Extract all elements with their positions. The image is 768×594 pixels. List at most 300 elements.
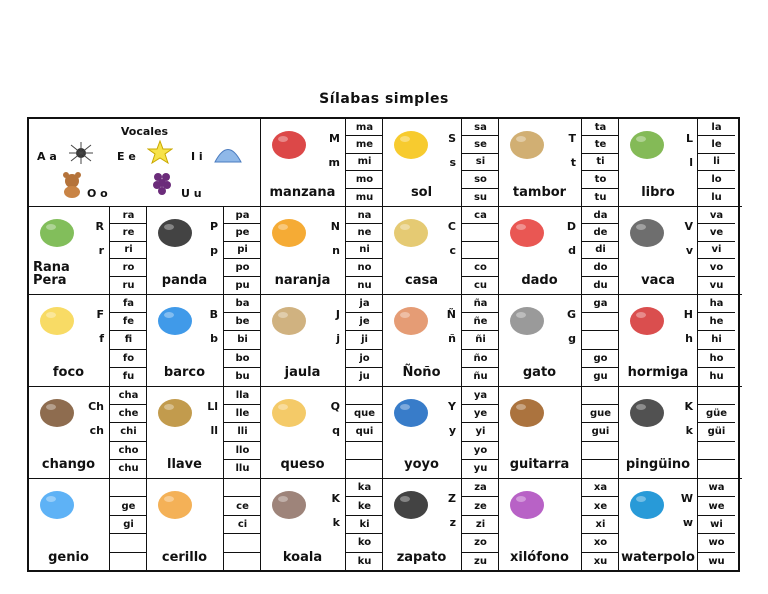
syllable: tu	[594, 191, 607, 203]
card-word: cerillo	[161, 550, 208, 565]
syllable: cu	[473, 279, 488, 291]
card-word: hormiga	[627, 365, 689, 380]
syllable: ce	[224, 497, 261, 515]
card-word: chango	[41, 457, 96, 472]
apple-icon	[267, 125, 311, 163]
syllable: güi	[698, 423, 735, 441]
syllable: di	[582, 242, 619, 259]
syllable: so	[462, 171, 499, 188]
syllable: bi	[224, 331, 261, 349]
syllable: re	[110, 224, 147, 241]
syllable: yu	[473, 463, 488, 475]
syllable: zo	[462, 534, 499, 552]
uppercase-letter: W	[680, 492, 693, 505]
syllable	[110, 534, 147, 552]
card-word: jaula	[284, 365, 321, 380]
syllable: gu	[593, 371, 608, 383]
lowercase-letter: p	[210, 244, 218, 257]
lowercase-letter: t	[570, 156, 576, 169]
syllable: ze	[462, 497, 499, 515]
card-word: tambor	[512, 185, 567, 200]
syllable	[698, 442, 735, 460]
lowercase-letter: ch	[89, 424, 104, 437]
syllable-column	[697, 119, 735, 207]
uppercase-letter: Ñ	[446, 308, 456, 321]
card-cage	[261, 295, 383, 387]
card-drum	[499, 119, 619, 207]
boy-icon	[389, 301, 433, 339]
uppercase-letter: C	[447, 220, 456, 233]
vowel-i: I i	[191, 150, 203, 163]
syllable: chu	[118, 463, 139, 475]
vowel-e: E e	[117, 150, 136, 163]
uppercase-letter: F	[96, 308, 104, 321]
lowercase-letter: k	[332, 516, 340, 529]
uppercase-letter: V	[684, 220, 693, 233]
syllable-column	[697, 295, 735, 387]
syllable	[582, 313, 619, 331]
syllable: vu	[709, 279, 724, 291]
syllable: che	[110, 405, 147, 423]
syllable	[582, 331, 619, 349]
syllable: ro	[110, 259, 147, 276]
syllable: ne	[346, 224, 383, 241]
card-word: manzana	[269, 185, 336, 200]
lowercase-letter: j	[336, 332, 340, 345]
syllable: hi	[698, 331, 735, 349]
syllable	[346, 442, 383, 460]
cow-icon	[625, 213, 669, 251]
vowel-u: U u	[181, 187, 202, 200]
syllable: li	[698, 154, 735, 171]
syllable: ke	[346, 497, 383, 515]
syllable	[110, 479, 147, 497]
syllable: hu	[709, 371, 724, 383]
syllable	[698, 387, 735, 405]
syllable: ja	[346, 295, 383, 313]
syllable: ji	[346, 331, 383, 349]
card-apple	[261, 119, 383, 207]
lowercase-letter: n	[332, 244, 340, 257]
card-koala	[261, 479, 383, 572]
uppercase-letter: S	[448, 132, 456, 145]
syllable: su	[473, 191, 488, 203]
syllable: ki	[346, 516, 383, 534]
syllable: mu	[355, 191, 374, 203]
uppercase-letter: P	[209, 220, 218, 233]
card-word: pingüino	[625, 457, 691, 472]
syllable-column	[345, 387, 383, 479]
card-word: barco	[163, 365, 206, 380]
card-cheese	[261, 387, 383, 479]
lowercase-letter: s	[449, 156, 456, 169]
card-yoyo	[383, 387, 499, 479]
syllable-table	[27, 117, 740, 572]
book-icon	[625, 125, 669, 163]
syllable	[462, 224, 499, 241]
lowercase-letter: c	[449, 244, 456, 257]
syllable: mo	[346, 171, 383, 188]
uppercase-letter: J	[335, 308, 340, 321]
syllable: que	[346, 405, 383, 423]
card-genie	[29, 479, 147, 572]
syllable: lli	[224, 423, 261, 441]
syllable: mi	[346, 154, 383, 171]
card-word: gato	[522, 365, 557, 380]
page-title: Sílabas simples	[319, 91, 449, 107]
syllable: nu	[357, 279, 372, 291]
uppercase-letter: H	[683, 308, 693, 321]
syllable: ru	[122, 279, 135, 291]
uppercase-letter: D	[566, 220, 576, 233]
syllable: wa	[698, 479, 735, 497]
syllable	[224, 553, 261, 571]
lowercase-letter: y	[448, 424, 456, 437]
card-cow	[619, 207, 742, 295]
syllable: lla	[224, 387, 261, 405]
card-word: casa	[405, 273, 438, 288]
syllable: be	[224, 313, 261, 331]
lowercase-letter: w	[682, 516, 693, 529]
syllable: xi	[582, 516, 619, 534]
syllable: lu	[711, 191, 722, 203]
syllable: fi	[110, 331, 147, 349]
syllable-column	[109, 479, 147, 572]
syllable: vo	[698, 259, 735, 276]
dice-icon	[505, 213, 549, 251]
syllable-column	[581, 479, 619, 572]
syllable: ba	[224, 295, 261, 313]
card-waterpolo	[619, 479, 742, 572]
uppercase-letter: Q	[330, 400, 340, 413]
uppercase-letter: K	[684, 400, 693, 413]
syllable: pu	[235, 279, 250, 291]
syllable	[582, 442, 619, 460]
syllable: ye	[462, 405, 499, 423]
syllable: fe	[110, 313, 147, 331]
star-icon	[147, 140, 173, 164]
syllable: ma	[346, 119, 383, 136]
syllable: wi	[698, 516, 735, 534]
card-book	[619, 119, 742, 207]
card-orange	[261, 207, 383, 295]
sun-icon	[389, 125, 433, 163]
igloo-icon	[213, 143, 243, 163]
syllable: güe	[698, 405, 735, 423]
syllable: va	[698, 207, 735, 224]
card-penguin	[619, 387, 742, 479]
syllable-column	[345, 207, 383, 295]
syllable: pa	[224, 207, 261, 224]
uppercase-letter: Ll	[207, 400, 218, 413]
syllable	[582, 460, 619, 478]
uppercase-letter: K	[331, 492, 340, 505]
syllable: we	[698, 497, 735, 515]
syllable: ño	[462, 350, 499, 368]
syllable-column	[345, 479, 383, 572]
lowercase-letter: f	[99, 332, 104, 345]
syllable-column	[109, 295, 147, 387]
syllable-column	[697, 387, 735, 479]
genie-icon	[35, 485, 79, 523]
lightbulb-icon	[35, 301, 79, 339]
syllable: me	[346, 136, 383, 153]
cat-icon	[505, 301, 549, 339]
syllable	[346, 387, 383, 405]
syllable: wu	[708, 556, 725, 568]
lowercase-letter: z	[449, 516, 456, 529]
syllable: ka	[346, 479, 383, 497]
cheese-icon	[267, 393, 311, 431]
card-word: queso	[280, 457, 325, 472]
syllable	[224, 534, 261, 552]
syllable: ge	[110, 497, 147, 515]
uppercase-letter: Y	[448, 400, 456, 413]
card-house	[383, 207, 499, 295]
uppercase-letter: L	[685, 132, 693, 145]
syllable: chi	[110, 423, 147, 441]
card-word: sol	[410, 185, 433, 200]
grapes-icon	[151, 169, 173, 199]
card-shoe	[383, 479, 499, 572]
card-ant	[619, 295, 742, 387]
syllable: pi	[224, 242, 261, 259]
lowercase-letter: h	[685, 332, 693, 345]
syllable: se	[462, 136, 499, 153]
card-word: libro	[641, 185, 675, 200]
syllable: ñe	[462, 313, 499, 331]
syllable-column	[697, 207, 735, 295]
syllable: ti	[582, 154, 619, 171]
card-word: yoyo	[404, 457, 439, 472]
card-ship	[147, 295, 261, 387]
syllable	[698, 460, 735, 478]
lowercase-letter: m	[328, 156, 340, 169]
syllable: da	[582, 207, 619, 224]
uppercase-letter: Ch	[88, 400, 104, 413]
syllable: fo	[110, 350, 147, 368]
syllable-column	[223, 207, 261, 295]
card-key	[147, 387, 261, 479]
card-word: naranja	[274, 273, 331, 288]
lowercase-letter: b	[210, 332, 218, 345]
syllable: je	[346, 313, 383, 331]
syllable: go	[582, 350, 619, 368]
card-panda	[147, 207, 261, 295]
uppercase-letter: B	[209, 308, 218, 321]
yoyo-icon	[389, 393, 433, 431]
house-icon	[389, 213, 433, 251]
syllable-column	[581, 295, 619, 387]
vowels-heading: Vocales	[120, 125, 169, 138]
syllable	[582, 387, 619, 405]
card-word: vaca	[641, 273, 675, 288]
syllable-column	[461, 387, 499, 479]
syllable: fu	[122, 371, 135, 383]
syllable: ve	[698, 224, 735, 241]
card-word: dado	[521, 273, 558, 288]
syllable: lle	[224, 405, 261, 423]
syllable-column	[109, 387, 147, 479]
syllable-column	[581, 387, 619, 479]
card-dice	[499, 207, 619, 295]
vowel-a: A a	[37, 150, 57, 163]
card-lightbulb	[29, 295, 147, 387]
card-word: Ñoño	[402, 365, 441, 380]
lowercase-letter: d	[568, 244, 576, 257]
syllable: ku	[357, 556, 372, 568]
syllable: xe	[582, 497, 619, 515]
syllable-column	[223, 295, 261, 387]
vowel-o: O o	[87, 187, 108, 200]
uppercase-letter: M	[329, 132, 340, 145]
syllable: ci	[224, 516, 261, 534]
syllable-column	[461, 295, 499, 387]
shoe-icon	[389, 485, 433, 523]
syllable-column	[581, 119, 619, 207]
syllable-column	[461, 119, 499, 207]
syllable: lo	[698, 171, 735, 188]
waterpolo-icon	[625, 485, 669, 523]
card-word: foco	[52, 365, 85, 380]
syllable	[462, 242, 499, 259]
syllable: zu	[474, 556, 487, 568]
card-monkey	[29, 387, 147, 479]
syllable: le	[698, 136, 735, 153]
syllable: ra	[110, 207, 147, 224]
uppercase-letter: N	[330, 220, 340, 233]
syllable: xo	[582, 534, 619, 552]
syllable: gue	[582, 405, 619, 423]
card-match	[147, 479, 261, 572]
syllable: he	[698, 313, 735, 331]
syllable-column	[345, 119, 383, 207]
syllable-column	[109, 207, 147, 295]
card-frog	[29, 207, 147, 295]
syllable-column	[581, 207, 619, 295]
syllable: po	[224, 259, 261, 276]
syllable: na	[346, 207, 383, 224]
orange-icon	[267, 213, 311, 251]
card-word: xilófono	[509, 550, 569, 565]
syllable	[110, 553, 147, 571]
card-word: genio	[48, 550, 89, 565]
syllable: vi	[698, 242, 735, 259]
syllable: zi	[462, 516, 499, 534]
uppercase-letter: R	[95, 220, 104, 233]
card-guitar	[499, 387, 619, 479]
lowercase-letter: g	[568, 332, 576, 345]
uppercase-letter: T	[568, 132, 576, 145]
ship-icon	[153, 301, 197, 339]
syllable: gi	[110, 516, 147, 534]
card-word: waterpolo	[621, 550, 695, 565]
syllable: ñu	[473, 371, 488, 383]
syllable: co	[462, 259, 499, 276]
card-word: panda	[161, 273, 208, 288]
syllable: za	[462, 479, 499, 497]
syllable: gui	[582, 423, 619, 441]
lowercase-letter: v	[685, 244, 693, 257]
syllable: llo	[224, 442, 261, 460]
syllable: do	[582, 259, 619, 276]
lowercase-letter: q	[332, 424, 340, 437]
card-word: guitarra	[509, 457, 570, 472]
card-sun	[383, 119, 499, 207]
syllable: bo	[224, 350, 261, 368]
lowercase-letter: ñ	[448, 332, 456, 345]
syllable: jo	[346, 350, 383, 368]
key-icon	[153, 393, 197, 431]
syllable: si	[462, 154, 499, 171]
card-boy	[383, 295, 499, 387]
cage-icon	[267, 301, 311, 339]
monkey-icon	[35, 393, 79, 431]
syllable: ya	[462, 387, 499, 405]
syllable: xa	[582, 479, 619, 497]
lowercase-letter: ll	[210, 424, 218, 437]
syllable: ni	[346, 242, 383, 259]
syllable: llu	[235, 463, 250, 475]
koala-icon	[267, 485, 311, 523]
spider-icon	[67, 141, 95, 165]
syllable: ri	[110, 242, 147, 259]
ant-icon	[625, 301, 669, 339]
syllable: no	[346, 259, 383, 276]
lowercase-letter: l	[689, 156, 693, 169]
syllable-column	[697, 479, 735, 572]
uppercase-letter: G	[566, 308, 576, 321]
card-cat	[499, 295, 619, 387]
syllable-column	[345, 295, 383, 387]
bear-icon	[59, 171, 85, 199]
syllable: de	[582, 224, 619, 241]
syllable	[346, 460, 383, 478]
syllable: ga	[582, 295, 619, 313]
syllable: wo	[698, 534, 735, 552]
syllable: ha	[698, 295, 735, 313]
syllable: yo	[462, 442, 499, 460]
syllable: to	[582, 171, 619, 188]
syllable: yi	[462, 423, 499, 441]
card-word: zapato	[396, 550, 447, 565]
card-word: Rana Pera	[33, 260, 70, 288]
syllable: bu	[235, 371, 250, 383]
syllable: sa	[462, 119, 499, 136]
syllable: pe	[224, 224, 261, 241]
syllable: te	[582, 136, 619, 153]
guitar-icon	[505, 393, 549, 431]
panda-icon	[153, 213, 197, 251]
syllable: qui	[346, 423, 383, 441]
syllable: fa	[110, 295, 147, 313]
lowercase-letter: r	[98, 244, 104, 257]
xylophone-icon	[505, 485, 549, 523]
syllable: ko	[346, 534, 383, 552]
syllable-column	[461, 479, 499, 572]
syllable: du	[593, 279, 608, 291]
syllable: la	[698, 119, 735, 136]
syllable: ta	[582, 119, 619, 136]
match-icon	[153, 485, 197, 523]
syllable: cha	[110, 387, 147, 405]
syllable-column	[223, 387, 261, 479]
syllable-column	[223, 479, 261, 572]
syllable: ñi	[462, 331, 499, 349]
syllable: ho	[698, 350, 735, 368]
lowercase-letter: k	[685, 424, 693, 437]
penguin-icon	[625, 393, 669, 431]
